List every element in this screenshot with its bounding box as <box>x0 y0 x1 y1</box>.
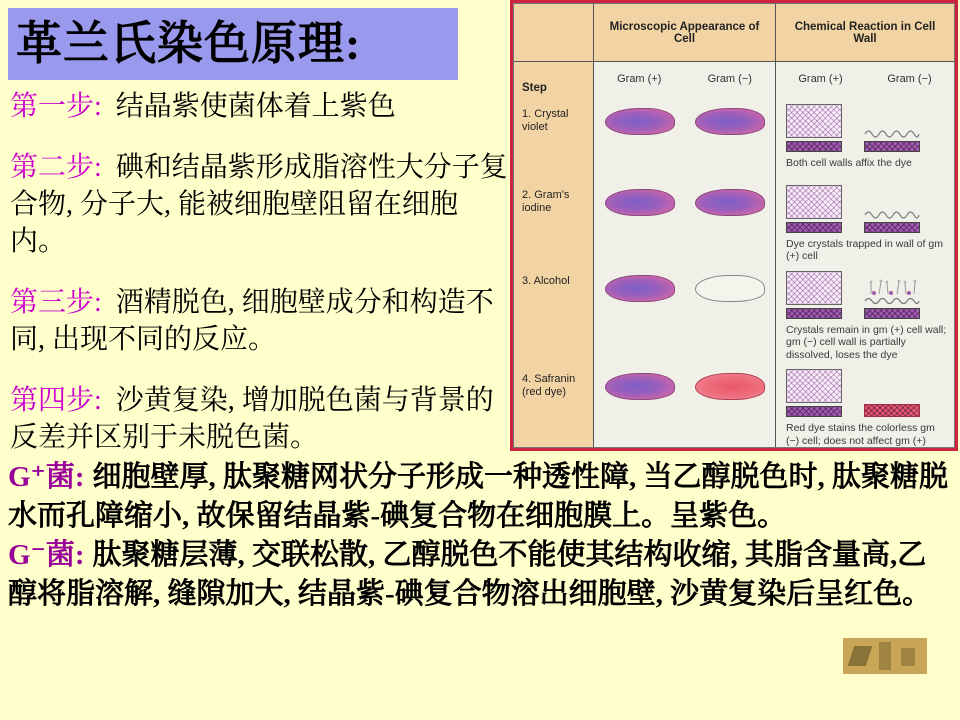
step-1-label: 第一步: <box>10 91 102 122</box>
step-2-label: 第二步: <box>10 152 102 183</box>
page-title: 革兰氏染色原理: <box>16 18 362 69</box>
gram-negative-cell-purple <box>695 189 765 216</box>
thin-wall-squiggle-icon <box>864 295 920 305</box>
gram-positive-note-label: G⁺菌: <box>8 461 85 493</box>
gram-negative-wall-dissolving-diagram <box>864 279 920 319</box>
dyed-wall-bar <box>786 222 842 233</box>
chemical-gram-subheaders <box>776 62 954 96</box>
steps-list <box>10 88 512 480</box>
red-dyed-wall-bar <box>864 404 920 417</box>
microscopic-row-1 <box>594 96 776 177</box>
gram-negative-note-text: 肽聚糖层薄, 交联松散, 乙醇脱色不能使其结构收缩, 其脂含量高,乙醇将脂溶解, 缝隙加大, 结晶紫-碘复合物溶出细胞壁, 沙黄复染后呈红色。 <box>8 539 932 610</box>
gram-positive-note-text: 细胞壁厚, 肽聚糖网状分子形成一种透性障, 当乙醇脱色时, 肽聚糖脱水而孔障缩小, 故保留结晶紫-碘复合物在细胞膜上。呈紫色。 <box>8 461 949 532</box>
gram-minus-label: Gram (−) <box>707 73 752 85</box>
dyed-wall-bar <box>786 308 842 319</box>
figure-header-microscopic: Microscopic Appearance of Cell <box>594 4 776 62</box>
title-bar <box>8 8 458 80</box>
figure-header-step-blank <box>514 4 594 62</box>
step-paragraph-2 <box>10 149 512 260</box>
chemical-row-2 <box>776 177 954 263</box>
step-name-grams-iodine: 2. Gram's iodine <box>514 177 594 263</box>
dyed-wall-bar <box>786 141 842 152</box>
dyed-wall-bar <box>864 141 920 152</box>
dyed-wall-bar <box>786 406 842 417</box>
figure-caption-4: Red dye stains the colorless gm (−) cell; does not affect gm (+) <box>786 422 935 447</box>
gram-positive-wall-diagram <box>786 185 842 233</box>
gram-plus-label: Gram (+) <box>798 73 843 85</box>
gram-positive-wall-diagram <box>786 369 842 417</box>
gram-positive-cell-purple <box>605 108 675 135</box>
thin-wall-squiggle-icon <box>864 126 920 138</box>
microscopic-row-3 <box>594 263 776 362</box>
step-3-label: 第三步: <box>10 287 102 318</box>
gram-negative-wall-red-diagram <box>864 401 920 417</box>
microscopic-row-2 <box>594 177 776 263</box>
gram-negative-wall-diagram <box>864 207 920 233</box>
step-2-text: 碘和结晶紫形成脂溶性大分子复合物, 分子大, 能被细胞壁阻留在细胞内。 <box>10 152 508 257</box>
step-paragraph-4 <box>10 382 512 456</box>
step-4-text: 沙黄复染, 增加脱色菌与背景的反差并区别于未脱色菌。 <box>10 385 494 453</box>
figure-caption-1: Both cell walls affix the dye <box>786 157 912 169</box>
dye-escaping-arrows-icon <box>864 279 920 295</box>
step-4-label: 第四步: <box>10 385 102 416</box>
thin-wall-squiggle-icon <box>864 207 920 219</box>
gram-minus-label: Gram (−) <box>887 73 932 85</box>
thick-wall-mesh <box>786 271 842 305</box>
gram-negative-cell-colorless <box>695 275 765 302</box>
gram-plus-label: Gram (+) <box>617 73 662 85</box>
chemical-row-1 <box>776 96 954 177</box>
gram-negative-note-label: G⁻菌: <box>8 539 85 571</box>
thick-wall-mesh <box>786 369 842 403</box>
step-paragraph-1 <box>10 88 512 125</box>
thick-wall-mesh <box>786 185 842 219</box>
figure-step-column-title: Step <box>514 62 594 96</box>
gram-negative-cell-purple <box>695 108 765 135</box>
gram-stain-figure <box>510 0 958 451</box>
chemical-row-3 <box>776 263 954 362</box>
microscopic-gram-subheaders <box>594 62 776 96</box>
figure-header-chemical: Chemical Reaction in Cell Wall <box>776 4 954 62</box>
figure-caption-3: Crystals remain in gm (+) cell wall; gm (−) cell wall is partially dissolved, loses the dye <box>786 323 947 361</box>
gram-negative-cell-red <box>695 373 765 400</box>
gram-positive-wall-diagram <box>786 104 842 152</box>
figure-caption-2: Dye crystals trapped in wall of gm (+) cell <box>786 237 943 262</box>
step-name-safranin: 4. Safranin (red dye) <box>514 361 594 447</box>
step-name-crystal-violet: 1. Crystal violet <box>514 96 594 177</box>
step-3-text: 酒精脱色, 细胞壁成分和构造不同, 出现不同的反应。 <box>10 287 494 355</box>
step-paragraph-3 <box>10 284 512 358</box>
thick-wall-mesh <box>786 104 842 138</box>
gram-positive-wall-diagram <box>786 271 842 319</box>
dyed-wall-bar <box>864 308 920 319</box>
gram-positive-cell-purple <box>605 373 675 400</box>
step-name-alcohol: 3. Alcohol <box>514 263 594 362</box>
figure-table <box>513 3 955 448</box>
gram-positive-cell-purple <box>605 189 675 216</box>
gram-positive-cell-purple <box>605 275 675 302</box>
chemical-row-4 <box>776 361 954 447</box>
step-1-text: 结晶紫使菌体着上紫色 <box>115 91 396 122</box>
dyed-wall-bar <box>864 222 920 233</box>
microscopic-row-4 <box>594 361 776 447</box>
gram-negative-wall-diagram <box>864 126 920 152</box>
gram-positive-note <box>8 458 954 536</box>
gram-notes <box>8 458 954 614</box>
gram-negative-note <box>8 536 954 614</box>
corner-clipart-image <box>843 638 927 674</box>
